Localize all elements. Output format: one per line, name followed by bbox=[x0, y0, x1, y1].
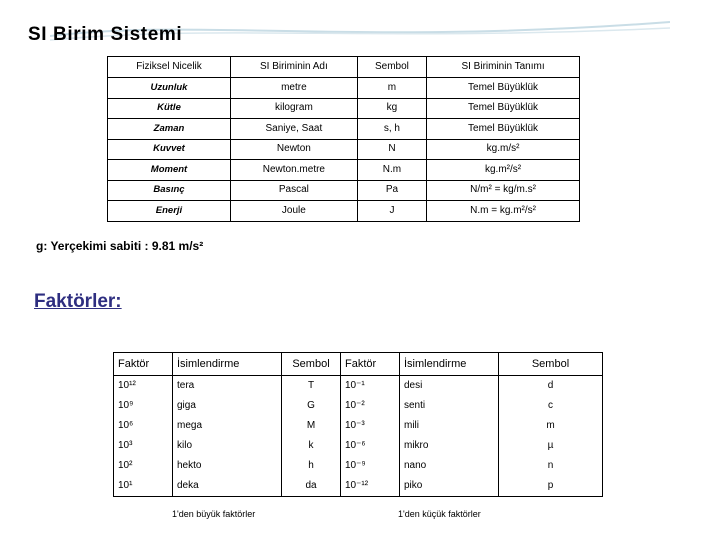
quantity-cell: Kütle bbox=[108, 98, 231, 119]
prefix-symbol-cell: T bbox=[282, 376, 341, 397]
factor-cell: 10³ bbox=[114, 436, 173, 456]
prefix-symbol-cell: G bbox=[282, 396, 341, 416]
factor-cell: 10⁹ bbox=[114, 396, 173, 416]
column-header: Sembol bbox=[282, 353, 341, 376]
quantity-cell: Zaman bbox=[108, 119, 231, 140]
prefix-name-cell: desi bbox=[400, 376, 499, 397]
factor-cell: 10⁻¹² bbox=[341, 476, 400, 497]
quantity-cell: Basınç bbox=[108, 180, 231, 201]
definition-cell: N.m = kg.m²/s² bbox=[427, 201, 580, 222]
column-header: SI Biriminin Adı bbox=[230, 57, 357, 78]
table-row bbox=[114, 476, 603, 497]
quantity-cell: Enerji bbox=[108, 201, 231, 222]
quantity-cell: Kuvvet bbox=[108, 139, 231, 160]
symbol-cell: N.m bbox=[357, 160, 426, 181]
prefix-symbol-cell: µ bbox=[499, 436, 603, 456]
prefix-factors-table bbox=[113, 352, 603, 497]
table-row bbox=[108, 139, 580, 160]
prefix-symbol-cell: h bbox=[282, 456, 341, 476]
prefix-name-cell: kilo bbox=[173, 436, 282, 456]
prefix-symbol-cell: c bbox=[499, 396, 603, 416]
prefix-symbol-cell: da bbox=[282, 476, 341, 497]
prefix-symbol-cell: k bbox=[282, 436, 341, 456]
column-header: Faktör bbox=[341, 353, 400, 376]
symbol-cell: N bbox=[357, 139, 426, 160]
table-header-row bbox=[114, 353, 603, 376]
prefix-name-cell: senti bbox=[400, 396, 499, 416]
prefix-name-cell: hekto bbox=[173, 456, 282, 476]
prefix-name-cell: giga bbox=[173, 396, 282, 416]
prefix-name-cell: piko bbox=[400, 476, 499, 497]
prefix-symbol-cell: n bbox=[499, 456, 603, 476]
table-row bbox=[108, 98, 580, 119]
gravity-constant-note: g: Yerçekimi sabiti : 9.81 m/s² bbox=[36, 239, 204, 253]
factor-cell: 10⁻² bbox=[341, 396, 400, 416]
column-header: Sembol bbox=[499, 353, 603, 376]
prefix-name-cell: mikro bbox=[400, 436, 499, 456]
definition-cell: kg.m/s² bbox=[427, 139, 580, 160]
unit-name-cell: Saniye, Saat bbox=[230, 119, 357, 140]
table-row bbox=[108, 119, 580, 140]
factor-cell: 10⁻¹ bbox=[341, 376, 400, 397]
table-row bbox=[108, 180, 580, 201]
unit-name-cell: Newton.metre bbox=[230, 160, 357, 181]
factor-cell: 10⁻³ bbox=[341, 416, 400, 436]
unit-name-cell: kilogram bbox=[230, 98, 357, 119]
table-row bbox=[114, 456, 603, 476]
definition-cell: Temel Büyüklük bbox=[427, 78, 580, 99]
column-header: SI Biriminin Tanımı bbox=[427, 57, 580, 78]
table-row bbox=[108, 160, 580, 181]
prefix-name-cell: tera bbox=[173, 376, 282, 397]
prefix-symbol-cell: M bbox=[282, 416, 341, 436]
table-row bbox=[114, 436, 603, 456]
prefix-name-cell: mili bbox=[400, 416, 499, 436]
unit-name-cell: metre bbox=[230, 78, 357, 99]
prefix-name-cell: mega bbox=[173, 416, 282, 436]
prefix-symbol-cell: p bbox=[499, 476, 603, 497]
table-row bbox=[114, 396, 603, 416]
column-header: Sembol bbox=[357, 57, 426, 78]
factor-cell: 10¹ bbox=[114, 476, 173, 497]
definition-cell: N/m² = kg/m.s² bbox=[427, 180, 580, 201]
definition-cell: Temel Büyüklük bbox=[427, 98, 580, 119]
column-header: İsimlendirme bbox=[173, 353, 282, 376]
factors-heading: Faktörler: bbox=[34, 291, 122, 312]
factor-cell: 10⁻⁶ bbox=[341, 436, 400, 456]
symbol-cell: kg bbox=[357, 98, 426, 119]
quantity-cell: Moment bbox=[108, 160, 231, 181]
page-title: SI Birim Sistemi bbox=[28, 24, 183, 45]
symbol-cell: s, h bbox=[357, 119, 426, 140]
column-header: Fiziksel Nicelik bbox=[108, 57, 231, 78]
factor-cell: 10⁶ bbox=[114, 416, 173, 436]
symbol-cell: J bbox=[357, 201, 426, 222]
table-header-row bbox=[108, 57, 580, 78]
symbol-cell: Pa bbox=[357, 180, 426, 201]
quantity-cell: Uzunluk bbox=[108, 78, 231, 99]
symbol-cell: m bbox=[357, 78, 426, 99]
definition-cell: Temel Büyüklük bbox=[427, 119, 580, 140]
small-factors-caption: 1'den küçük faktörler bbox=[398, 509, 481, 519]
table-row bbox=[108, 78, 580, 99]
unit-name-cell: Pascal bbox=[230, 180, 357, 201]
factor-cell: 10⁻⁹ bbox=[341, 456, 400, 476]
prefix-name-cell: nano bbox=[400, 456, 499, 476]
prefix-symbol-cell: d bbox=[499, 376, 603, 397]
table-row bbox=[114, 416, 603, 436]
table-row bbox=[114, 376, 603, 397]
definition-cell: kg.m²/s² bbox=[427, 160, 580, 181]
large-factors-caption: 1'den büyük faktörler bbox=[172, 509, 256, 519]
column-header: İsimlendirme bbox=[400, 353, 499, 376]
prefix-name-cell: deka bbox=[173, 476, 282, 497]
prefix-symbol-cell: m bbox=[499, 416, 603, 436]
unit-name-cell: Newton bbox=[230, 139, 357, 160]
si-units-table bbox=[107, 56, 580, 222]
table-row bbox=[108, 201, 580, 222]
column-header: Faktör bbox=[114, 353, 173, 376]
unit-name-cell: Joule bbox=[230, 201, 357, 222]
factor-cell: 10² bbox=[114, 456, 173, 476]
factor-cell: 10¹² bbox=[114, 376, 173, 397]
